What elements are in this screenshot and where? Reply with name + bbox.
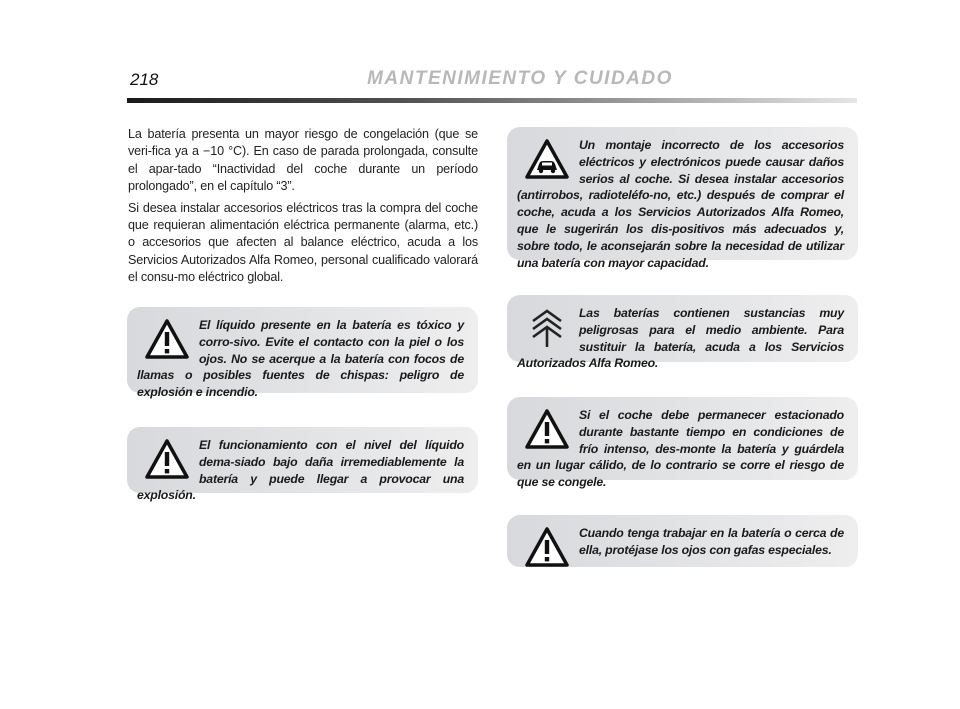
warning-triangle-icon xyxy=(145,439,191,483)
section-title: MANTENIMIENTO Y CUIDADO xyxy=(367,68,673,89)
body-paragraph: La batería presenta un mayor riesgo de congelación (que se veri-fica ya a −10 °C). En caso de parada prolongada, consulte el apar-tado “Inactividad del coche durante un período prolongado”, en el capítulo “3”. xyxy=(128,127,478,194)
note-text: Un montaje incorrecto de los accesorios eléctricos y electrónicos puede causar daños serios al coche. Si desea instalar accesorios (antirrobos, radioteléfo-no, etc.) después de comprar el coche, acuda a los Servicios Autorizados Alfa Romeo, que le sugerirán los dis-positivos más adecuados y, sobre todo, le aconsejarán sobre la necesidad de utilizar una batería con mayor capacidad. xyxy=(517,138,844,270)
car-warning-icon xyxy=(525,139,571,183)
warning-triangle-icon xyxy=(525,527,571,571)
note-text: El funcionamiento con el nivel del líquido dema-siado bajo daña irremediablemente la batería y puede llegar a provocar una explosión. xyxy=(137,438,464,503)
body-paragraph: Si desea instalar accesorios eléctricos tras la compra del coche que requieran alimentación eléctrica permanente (alarma, etc.) o accesorios que afecten al balance eléctrico, acuda a los Servicios Autorizados Alfa Romeo, personal cualificado valorará el consu-mo eléctrico global. xyxy=(128,200,478,285)
warning-note xyxy=(127,307,478,400)
header-rule xyxy=(127,98,857,103)
caution-note xyxy=(507,127,858,270)
note-text: Si el coche debe permanecer estacionado durante bastante tiempo en condiciones de frío intenso, des-monte la batería y guárdela en un lugar cálido, de lo contrario se corre el riesgo de que se congele. xyxy=(517,408,844,490)
environment-chevrons-icon xyxy=(525,307,571,351)
note-text: Cuando tenga trabajar en la batería o cerca de ella, protéjase los ojos con gafas especiales. xyxy=(579,526,844,557)
warning-note xyxy=(127,427,478,503)
warning-triangle-icon xyxy=(145,319,191,363)
warning-note xyxy=(507,515,858,567)
warning-note xyxy=(507,397,858,490)
environment-note xyxy=(507,295,858,371)
note-text: El líquido presente en la batería es tóxico y corro-sivo. Evite el contacto con la piel o los ojos. No se acerque a la batería con focos de llamas o posibles fuentes de chispas: peligro de explosión e incendio. xyxy=(137,318,464,400)
warning-triangle-icon xyxy=(525,409,571,453)
page-number: 218 xyxy=(130,70,159,89)
note-text: Las baterías contienen sustancias muy peligrosas para el medio ambiente. Para sustituir la batería, acuda a los Servicios Autorizados Alfa Romeo. xyxy=(517,306,844,371)
body-text xyxy=(128,126,478,291)
